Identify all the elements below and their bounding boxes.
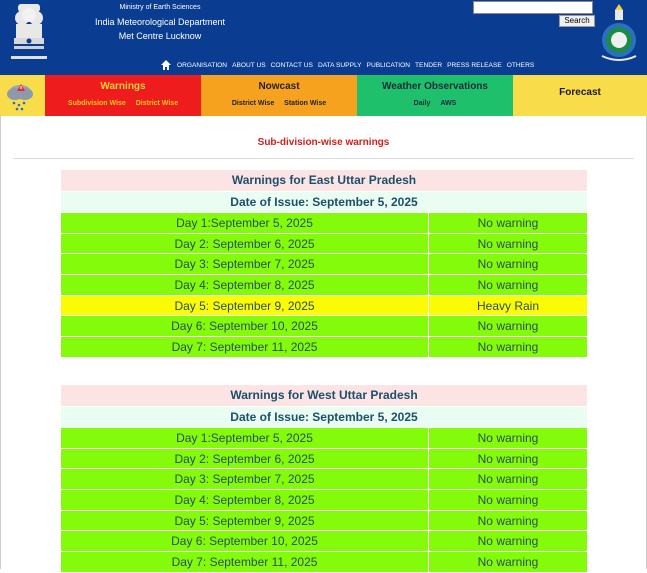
nav-others[interactable]: OTHERS — [506, 61, 535, 69]
warning-cell: No warning — [477, 340, 539, 355]
day-cell: Day 7: September 11, 2025 — [61, 552, 429, 572]
link-district-wise-nowcast[interactable]: District Wise — [231, 100, 275, 107]
link-daily[interactable]: Daily — [413, 100, 431, 107]
search-button[interactable]: Search — [559, 15, 595, 27]
nav-publication[interactable]: PUBLICATION — [366, 61, 411, 69]
warning-cell: No warning — [477, 451, 539, 466]
table-row — [61, 254, 587, 275]
page-title: Sub-division-wise warnings — [257, 137, 390, 148]
warnings-table-west-up — [61, 385, 587, 573]
table-row — [61, 234, 587, 255]
table-row — [61, 511, 587, 532]
tab-warnings-title[interactable]: Warnings — [100, 81, 146, 92]
tab-weather-observations[interactable] — [357, 75, 513, 116]
weather-alert-icon — [0, 75, 45, 116]
table-row — [61, 296, 587, 317]
warning-cell: No warning — [477, 555, 539, 570]
day-cell: Day 4: September 8, 2025 — [61, 275, 429, 295]
divider — [13, 158, 634, 159]
tab-warnings[interactable] — [45, 75, 201, 116]
centre-label: Met Centre Lucknow — [118, 31, 202, 41]
table-row — [61, 213, 587, 234]
issue-date: Date of Issue: September 5, 2025 — [61, 192, 587, 213]
imd-logo-icon — [598, 2, 640, 62]
link-subdivision-wise[interactable]: Subdivision Wise — [67, 100, 126, 107]
nav-tender[interactable]: TENDER — [415, 61, 443, 69]
top-navigation — [160, 58, 539, 72]
day-cell: Day 2: September 6, 2025 — [61, 449, 429, 469]
day-cell: Day 6: September 10, 2025 — [61, 316, 429, 336]
warning-cell: No warning — [477, 236, 539, 251]
day-cell: Day 4: September 8, 2025 — [61, 490, 429, 510]
day-cell: Day 3: September 7, 2025 — [61, 469, 429, 489]
tab-nowcast-title[interactable]: Nowcast — [258, 81, 300, 92]
day-cell: Day 2: September 6, 2025 — [61, 234, 429, 254]
tab-forecast-title[interactable]: Forecast — [559, 87, 601, 98]
table-heading: Warnings for East Uttar Pradesh — [61, 170, 587, 192]
day-cell: Day 1:September 5, 2025 — [61, 213, 429, 233]
link-district-wise-warnings[interactable]: District Wise — [135, 100, 179, 107]
table-row — [61, 316, 587, 337]
ministry-label: Ministry of Earth Sciences — [119, 4, 201, 11]
warnings-table-east-up — [61, 170, 587, 358]
nav-press-release[interactable]: PRESS RELEASE — [447, 61, 502, 69]
day-cell: Day 6: September 10, 2025 — [61, 531, 429, 551]
warning-cell: No warning — [477, 216, 539, 230]
home-icon[interactable] — [160, 59, 172, 71]
day-cell: Day 7: September 11, 2025 — [61, 337, 429, 357]
national-emblem-icon — [6, 2, 52, 66]
day-cell: Day 3: September 7, 2025 — [61, 254, 429, 274]
warning-cell: No warning — [477, 278, 539, 293]
warning-cell: No warning — [477, 534, 539, 549]
warning-cell: Heavy Rain — [476, 298, 540, 313]
warning-cell: No warning — [477, 513, 539, 528]
search-input[interactable] — [473, 1, 593, 14]
warning-cell: No warning — [477, 319, 539, 334]
tab-observations-title[interactable]: Weather Observations — [382, 81, 488, 92]
table-row — [61, 449, 587, 470]
table-body — [61, 428, 587, 573]
nav-organisation[interactable]: ORGANISATION — [177, 61, 228, 69]
nav-contact-us[interactable]: CONTACT US — [270, 61, 313, 69]
issue-date: Date of Issue: September 5, 2025 — [61, 407, 587, 428]
warning-cell: No warning — [477, 472, 539, 487]
weather-app-tab[interactable] — [0, 75, 45, 116]
warning-cell: No warning — [477, 493, 539, 508]
table-row — [61, 531, 587, 552]
site-header — [0, 0, 647, 75]
day-cell: Day 1:September 5, 2025 — [61, 428, 429, 448]
table-row — [61, 428, 587, 449]
table-row — [61, 469, 587, 490]
day-cell: Day 5: September 9, 2025 — [61, 296, 429, 316]
table-row — [61, 275, 587, 296]
table-row — [61, 337, 587, 358]
nav-data-supply[interactable]: DATA SUPPLY — [317, 61, 362, 69]
warning-cell: No warning — [477, 431, 539, 445]
table-row — [61, 552, 587, 573]
main-tab-bar — [0, 75, 647, 116]
table-row — [61, 490, 587, 511]
department-label: India Meteorological Department — [94, 17, 226, 27]
day-cell: Day 5: September 9, 2025 — [61, 511, 429, 531]
table-body — [61, 213, 587, 358]
nav-about-us[interactable]: ABOUT US — [232, 61, 266, 69]
tab-nowcast[interactable] — [201, 75, 357, 116]
warning-cell: No warning — [477, 257, 539, 272]
table-heading: Warnings for West Uttar Pradesh — [61, 385, 587, 407]
tab-forecast[interactable] — [513, 75, 647, 116]
link-station-wise[interactable]: Station Wise — [284, 100, 327, 107]
link-aws[interactable]: AWS — [440, 100, 457, 107]
